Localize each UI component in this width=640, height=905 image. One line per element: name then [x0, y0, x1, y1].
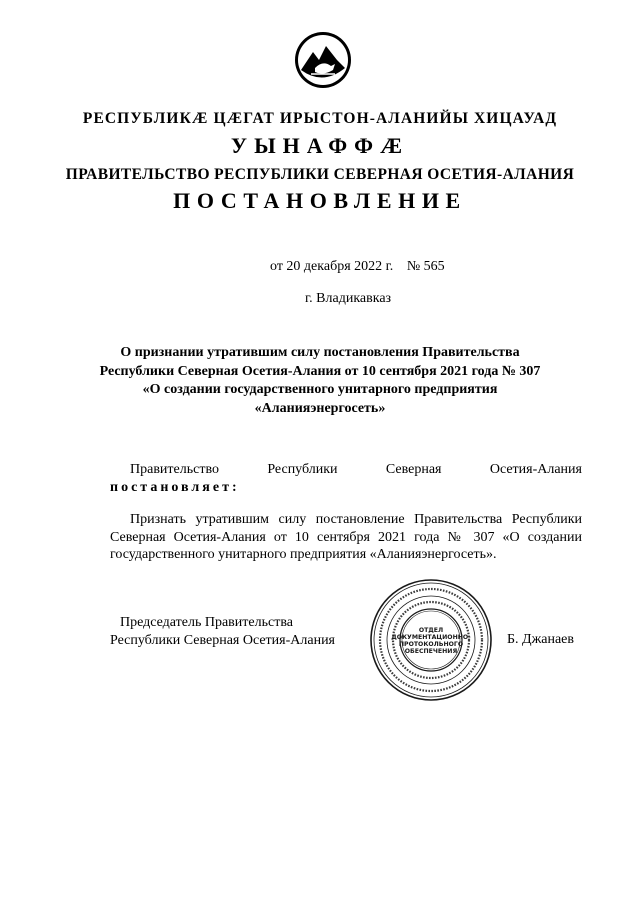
stamp-text-line: ДОКУМЕНТАЦИОННО- — [391, 634, 471, 641]
intro-word: Северная — [385, 462, 442, 477]
signatory-name: Б. Джанаев — [507, 632, 575, 647]
intro-word: Осетия-Алания — [489, 462, 582, 477]
body-text: Признать утратившим силу постановление Правительства Республики Северная Осетия-Алания от 10 сентября 2021 года № 307 «О создании государственного унитарного предприятия «Аланияэнергосеть». — [110, 512, 582, 562]
intro-word: Правительство — [130, 462, 219, 477]
decree-title-line: Республики Северная Осетия-Алания от 10 сентября 2021 года № 307 — [99, 363, 541, 379]
signatory-position-line: Председатель Правительства — [120, 615, 293, 630]
decree-title-line: О признании утратившим силу постановления Правительства — [120, 345, 520, 360]
stamp-text-line: ПРОТОКОЛЬНОГО — [398, 641, 464, 648]
coat-of-arms-emblem — [293, 30, 353, 90]
intro-word: Республики — [267, 462, 338, 477]
decree-title — [70, 344, 570, 418]
signatory-position-line: Республики Северная Осетия-Алания — [110, 632, 335, 648]
signatory-position — [110, 614, 335, 649]
stamp-text-line: ОБЕСПЕЧЕНИЯ — [404, 648, 458, 655]
decree-title-line: «О создании государственного унитарного предприятия — [142, 382, 498, 397]
decree-title-line: «Аланияэнергосеть» — [254, 400, 386, 416]
decree-city: г. Владикавказ — [305, 291, 392, 306]
decree-date: от 20 декабря 2022 г. — [270, 259, 394, 274]
resolves-word: постановляет: — [110, 479, 240, 495]
decree-heading: ПОСТАНОВЛЕНИЕ — [173, 188, 467, 213]
body-paragraph — [110, 511, 582, 564]
decree-number: № 565 — [406, 259, 445, 274]
government-name: ПРАВИТЕЛЬСТВО РЕСПУБЛИКИ СЕВЕРНАЯ ОСЕТИЯ-АЛАНИЯ — [65, 166, 575, 183]
official-seal-stamp — [369, 578, 493, 702]
ossetian-government-name: РЕСПУБЛИКӔ ЦӔГАТ ИРЫСТОН-АЛАНИЙЫ ХИЦАУАД — [82, 110, 558, 127]
stamp-text-line: ОТДЕЛ — [418, 627, 444, 634]
ossetian-decree-heading: УЫНАФФӔ — [230, 133, 410, 158]
intro-paragraph — [110, 461, 582, 496]
intro-line — [110, 461, 582, 479]
date-number-line — [270, 259, 445, 275]
